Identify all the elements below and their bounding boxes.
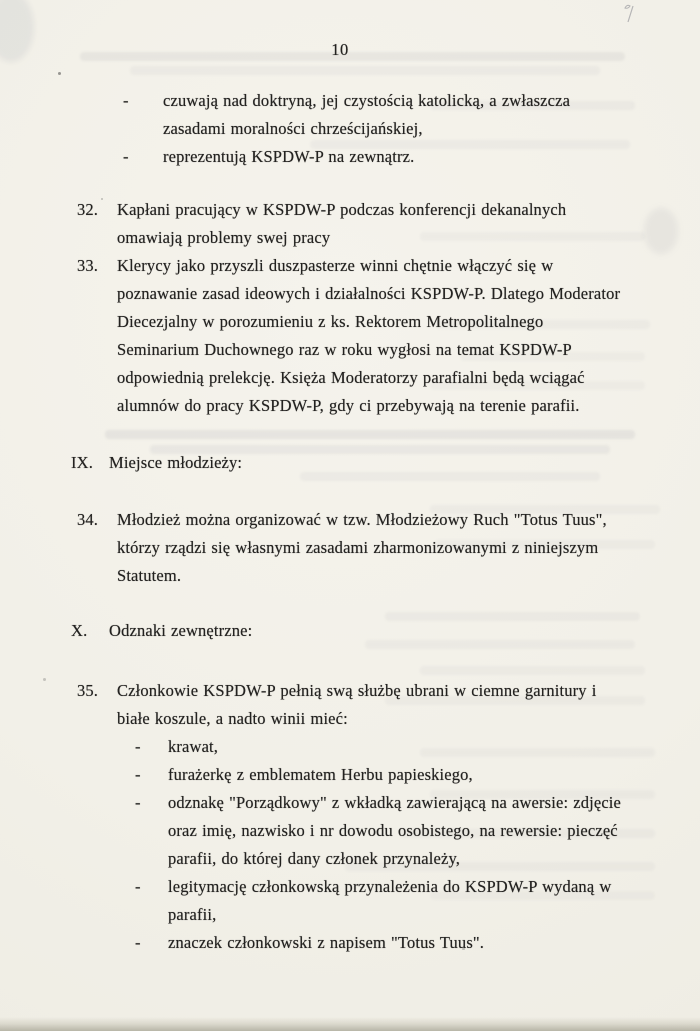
bullet-marker: - — [135, 765, 141, 784]
text-line: Diecezjalny w porozumieniu z ks. Rektorem Metropolitalnego — [117, 312, 544, 331]
list-item — [123, 87, 673, 143]
section-numeral: X. — [71, 621, 88, 640]
item-number: 33. — [77, 256, 99, 275]
numbered-item-33 — [77, 252, 673, 420]
item-number: 32. — [77, 200, 99, 219]
page-number: 10 — [331, 40, 349, 59]
text-line: białe koszule, a nadto winii mieć: — [117, 709, 348, 728]
bullet-marker: - — [135, 793, 141, 812]
item-number: 34. — [77, 510, 99, 529]
text-line: czuwają nad doktryną, jej czystością katolicką, a zwłaszcza — [163, 91, 571, 110]
text-line: Seminarium Duchownego raz w roku wygłosi na temat KSPDW-P — [117, 340, 572, 359]
text-line: Statutem. — [117, 566, 182, 585]
text-line: parafii, do której dany członek przynależy, — [168, 849, 461, 868]
text-line: poznawanie zasad ideowych i działalności KSPDW-P. Dlatego Moderator — [117, 284, 621, 303]
text-line: parafii, — [168, 905, 217, 924]
list-item — [123, 143, 673, 171]
text-line: zasadami moralności chrześcijańskiej, — [163, 119, 423, 138]
document-body — [68, 0, 673, 957]
text-line: alumnów do pracy KSPDW-P, gdy ci przebywają na terenie parafii. — [117, 396, 580, 415]
sub-list-item — [135, 929, 673, 957]
text-line: odpowiednią prelekcję. Księża Moderatorzy parafialni będą wciągać — [117, 368, 585, 387]
item-number: 35. — [77, 681, 99, 700]
section-numeral: IX. — [71, 453, 93, 472]
text-line: znaczek członkowski z napisem "Totus Tuus". — [168, 933, 485, 952]
text-line: którzy rządzi się własnymi zasadami zharmonizowanymi z niniejszym — [117, 538, 599, 557]
text-line: Członkowie KSPDW-P pełnią swą służbę ubrani w ciemne garnitury i — [117, 681, 597, 700]
section-heading-ix — [71, 449, 673, 477]
text-line: krawat, — [168, 737, 219, 756]
text-line: legitymację członkowską przynależenia do KSPDW-P wydaną w — [168, 877, 612, 896]
scan-speck — [43, 678, 46, 681]
text-line: odznakę "Porządkowy" z wkładką zawierającą na awersie: zdjęcie — [168, 793, 622, 812]
sub-list-item — [135, 761, 673, 789]
text-line: reprezentują KSPDW-P na zewnątrz. — [163, 147, 415, 166]
text-line: omawiają problemy swej pracy — [117, 228, 331, 247]
numbered-item-32 — [77, 196, 673, 252]
text-line: furażerkę z emblematem Herbu papieskiego, — [168, 765, 473, 784]
section-title: Miejsce młodzieży: — [109, 453, 243, 472]
text-line: Kapłani pracujący w KSPDW-P podczas konferencji dekanalnych — [117, 200, 567, 219]
bullet-marker: - — [135, 737, 141, 756]
text-line: Klerycy jako przyszli duszpasterze winni chętnie włączyć się w — [117, 256, 554, 275]
section-heading-x — [71, 617, 673, 645]
text-line: Młodzież można organizować w tzw. Młodzieżowy Ruch "Totus Tuus", — [117, 510, 607, 529]
bullet-marker: - — [135, 933, 141, 952]
scan-speck — [58, 72, 61, 75]
bullet-marker: - — [123, 91, 129, 110]
sub-list-item — [135, 873, 673, 929]
sub-list-item — [135, 789, 673, 873]
sub-list-item — [135, 733, 673, 761]
numbered-item-35 — [77, 677, 673, 957]
bullet-marker: - — [135, 877, 141, 896]
section-title: Odznaki zewnętrzne: — [109, 621, 253, 640]
numbered-item-34 — [77, 506, 673, 590]
bullet-marker: - — [123, 147, 129, 166]
scan-edge-shadow — [0, 1017, 700, 1031]
text-line: oraz imię, nazwisko i nr dowodu osobistego, na rewersie: pieczęć — [168, 821, 618, 840]
